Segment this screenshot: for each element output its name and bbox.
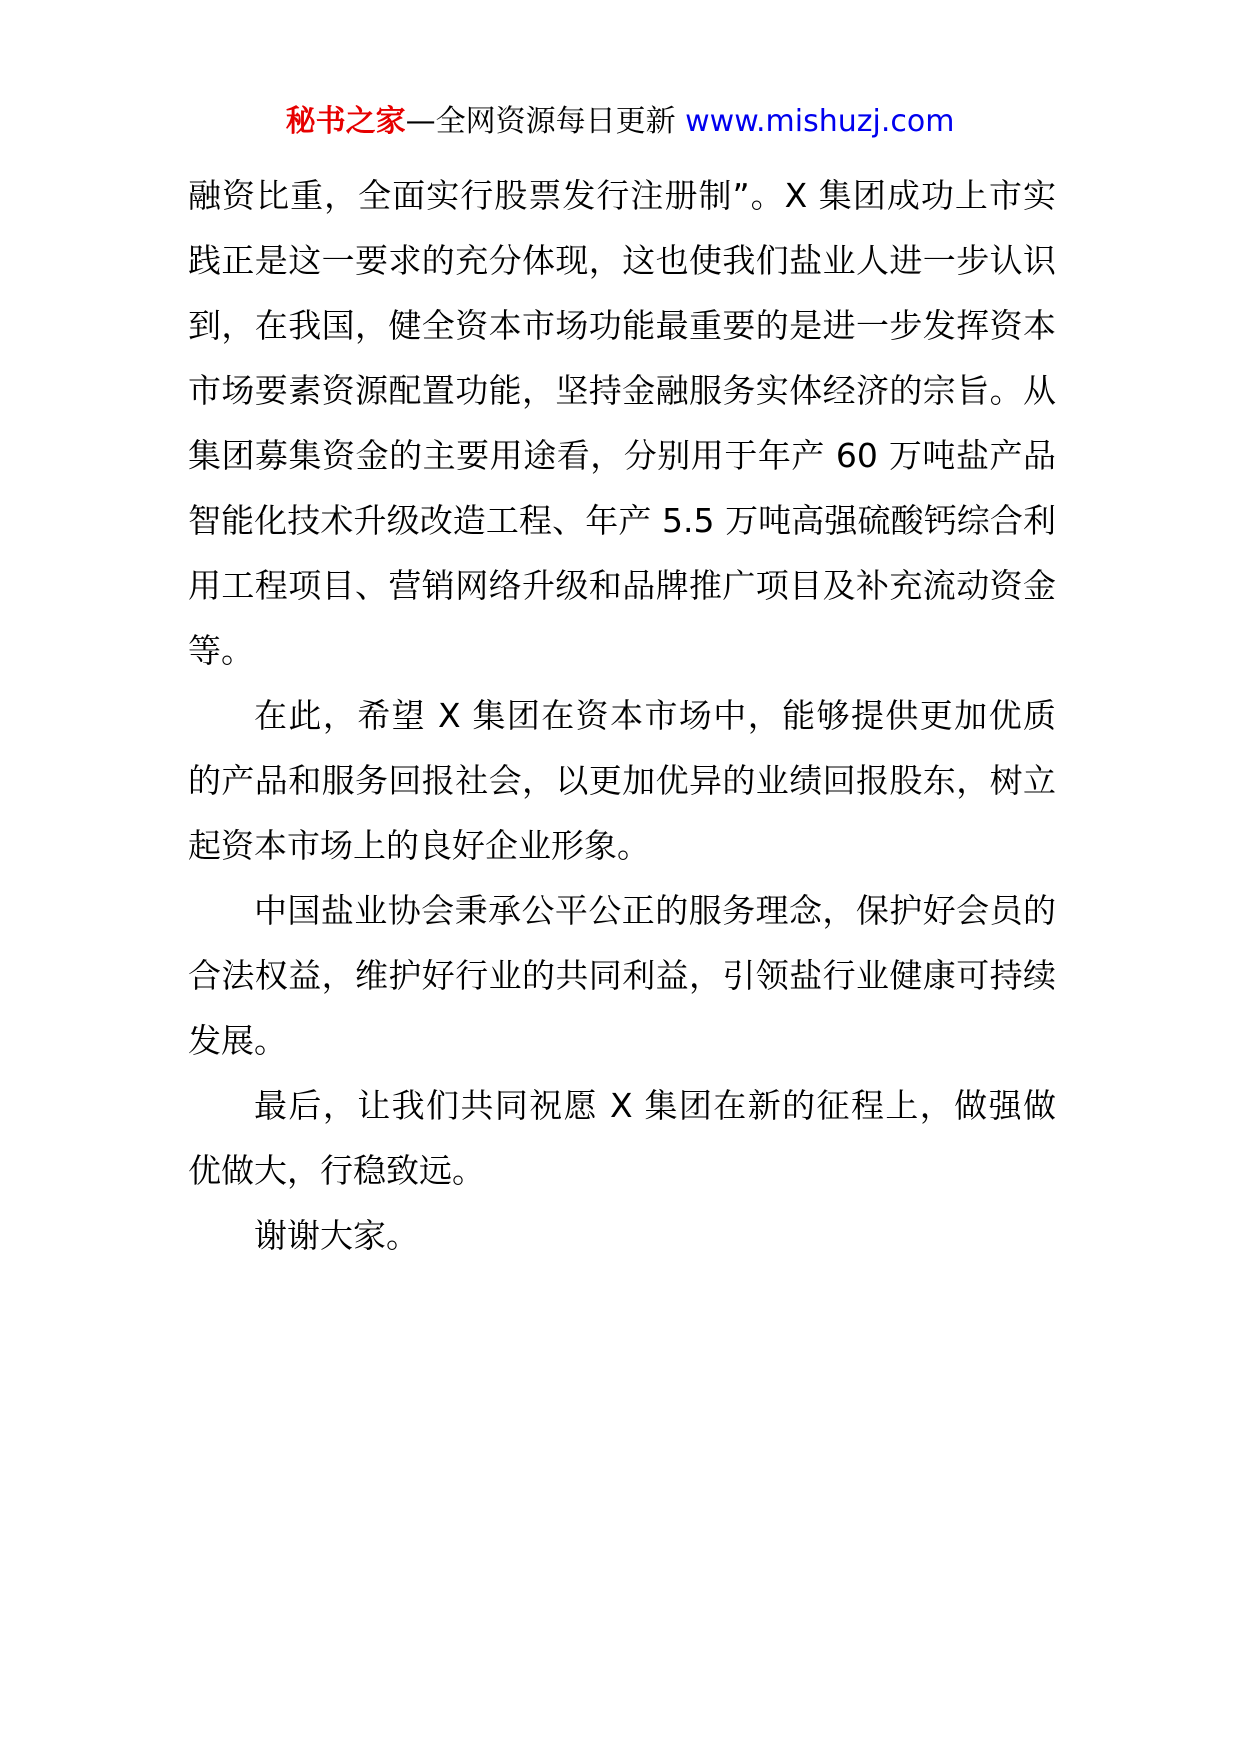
header-tagline: —全网资源每日更新 [405,104,686,139]
paragraph-thanks: 谢谢大家。 [254,1216,419,1255]
paragraph-hope: 在此，希望 X 集团在资本市场中，能够提供更加优质的产品和服务回报社会，以更加优异的业绩回报股东，树立起资本市场上的良好企业形象。 [188,696,1056,865]
paragraph-association: 中国盐业协会秉承公平公正的服务理念，保护好会员的合法权益，维护好行业的共同利益，引领盐行业健康可持续发展。 [188,891,1056,1060]
paragraph-continuation: 融资比重，全面实行股票发行注册制”。X 集团成功上市实践正是这一要求的充分体现，这也使我们盐业人进一步认识到，在我国，健全资本市场功能最重要的是进一步发挥资本市场要素资源配置功能，坚持金融服务实体经济的宗旨。从集团募集资金的主要用途看，分别用于年产 60 万吨盐产品智能化技术升级改造工程、年产 5.5 万吨高强硫酸钙综合利用工程项目、营销网络升级和品牌推广项目及补充流动资金等。 [188,176,1056,670]
paragraph-wishes: 最后，让我们共同祝愿 X 集团在新的征程上，做强做优做大，行稳致远。 [188,1086,1056,1190]
page-header [0,100,1240,144]
document-body [188,163,1056,1268]
header-site-link[interactable]: www.mishuzj.com [685,104,955,139]
header-brand: 秘书之家 [285,104,406,139]
